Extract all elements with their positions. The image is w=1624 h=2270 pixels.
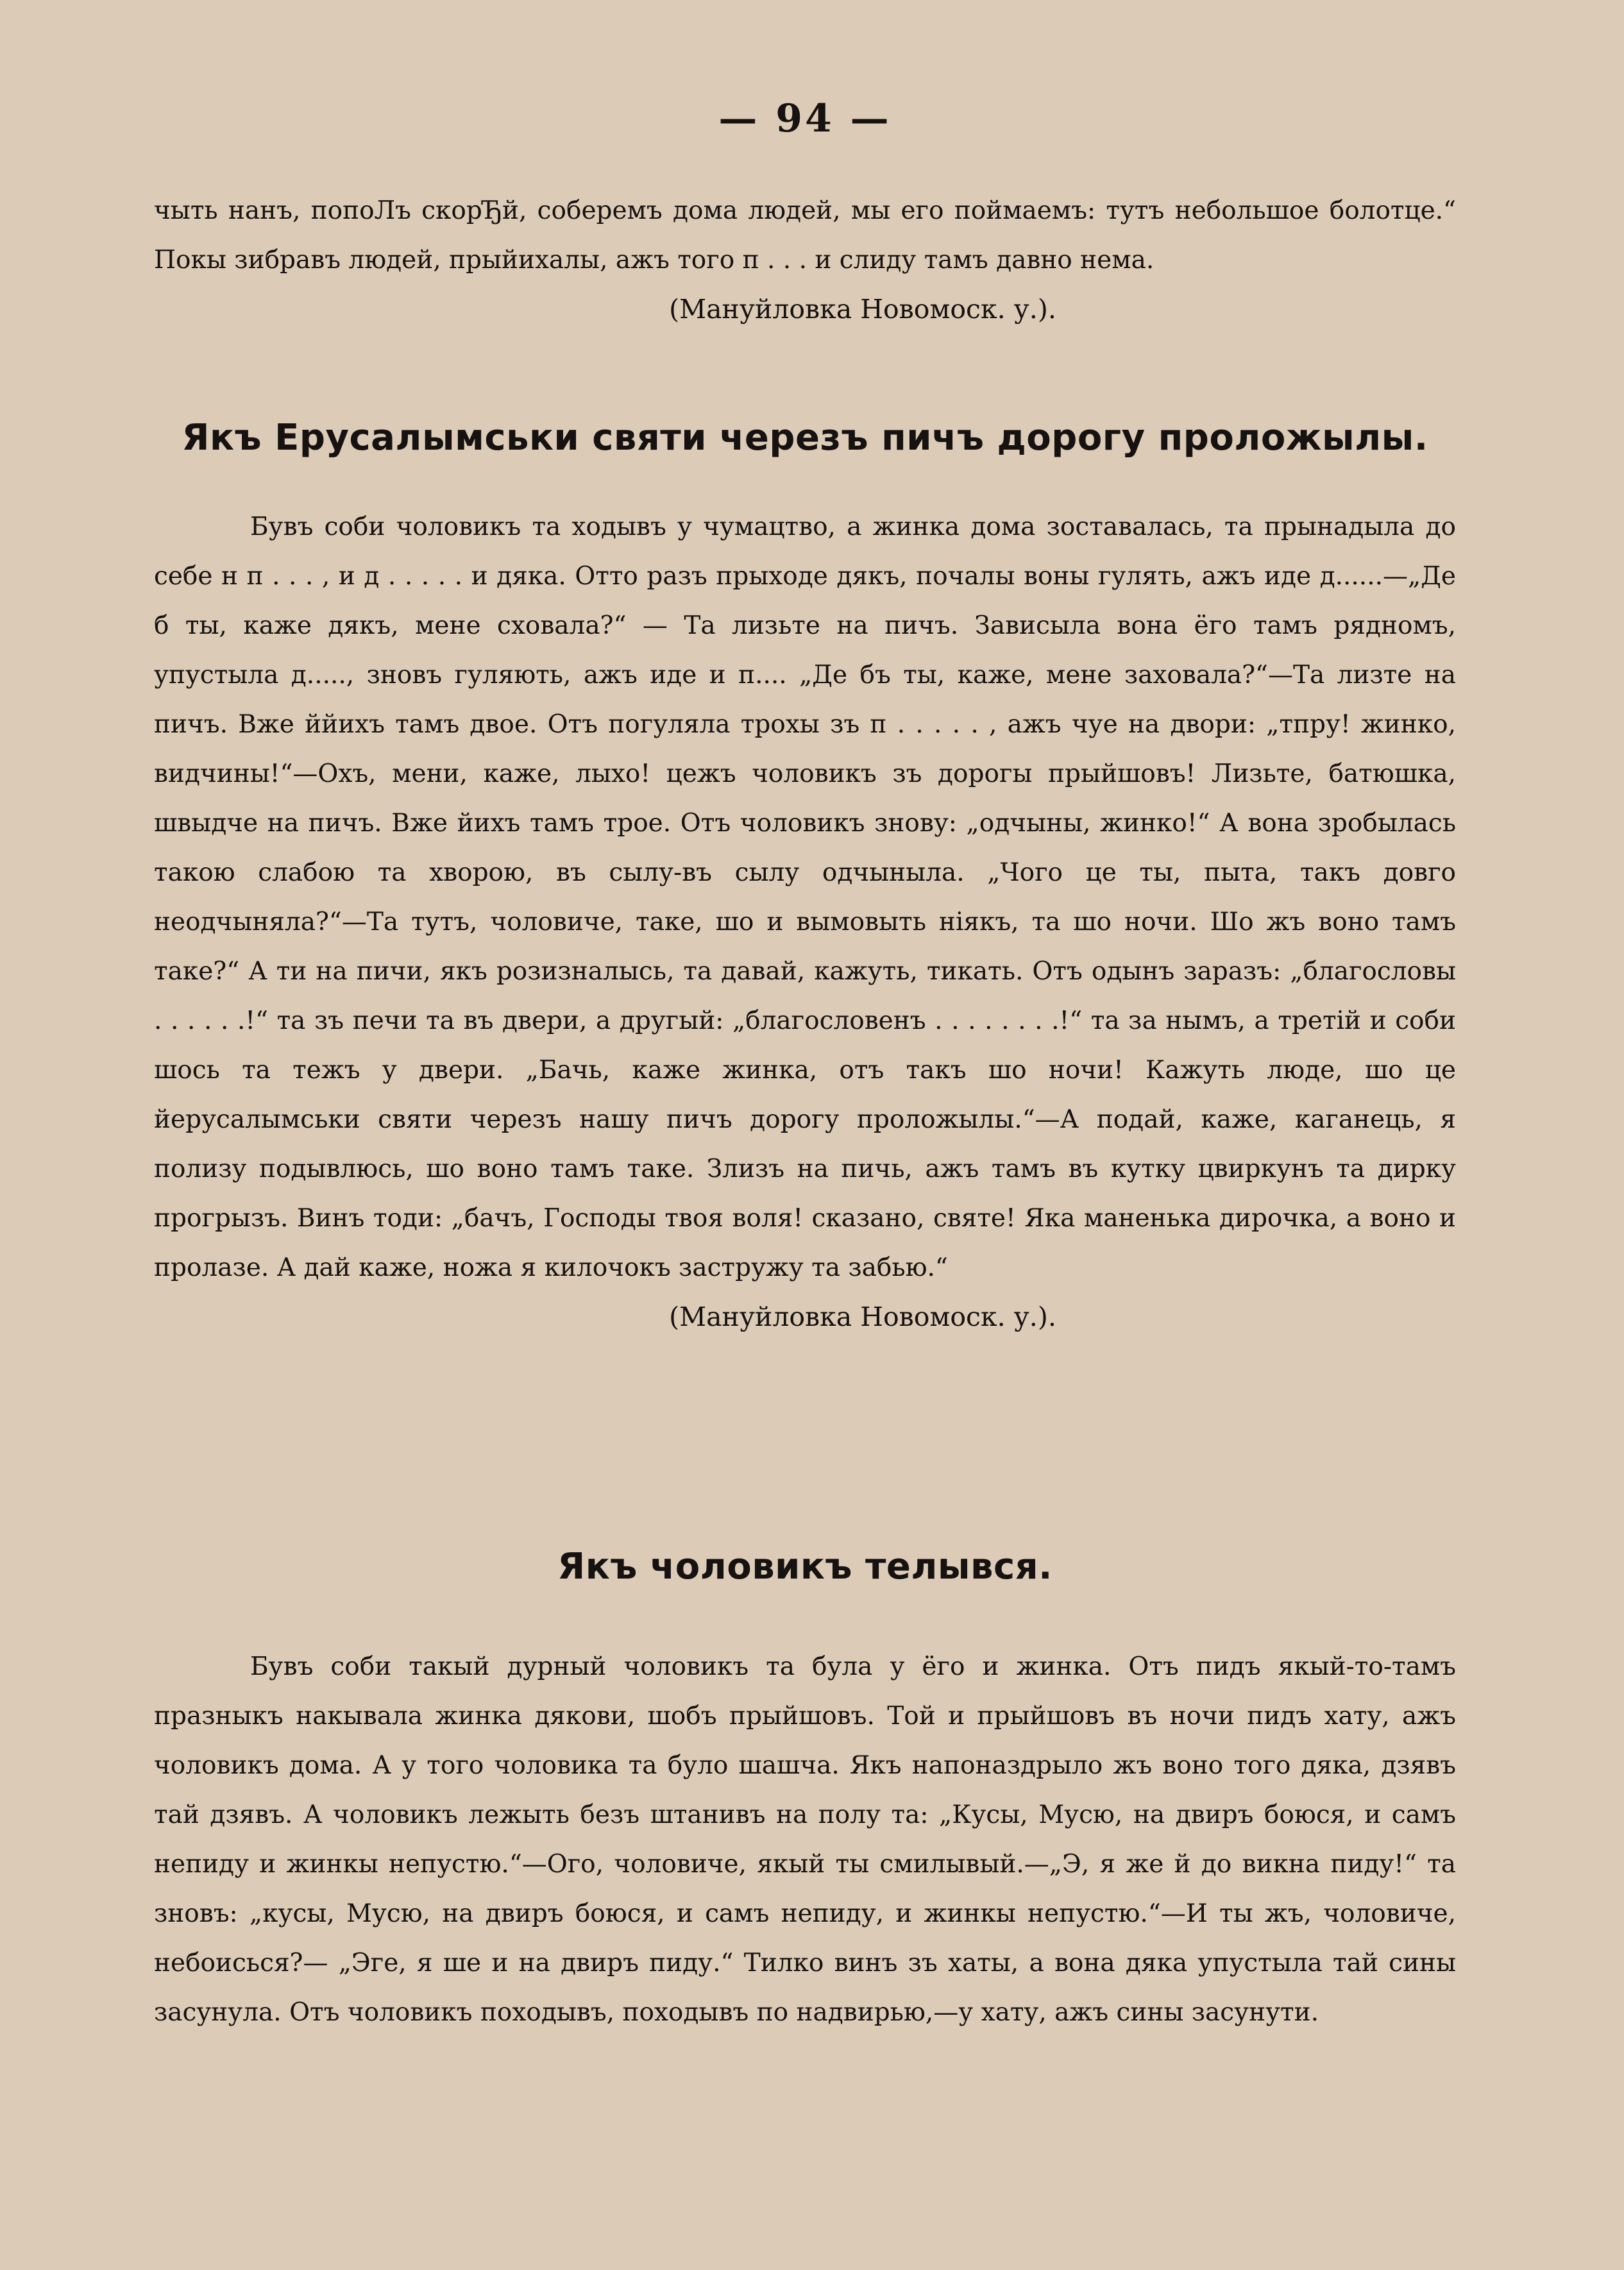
intro-source: (Мануйловка Новомоск. у.).: [669, 294, 1056, 325]
story2-title: Якъ чоловикъ телывся.: [557, 1546, 1053, 1588]
story1-body: [154, 502, 1456, 1342]
story2-section: [154, 1546, 1456, 1588]
story1-title: Якъ Ерусалымськи святи черезъ пичъ дорогу проложылы.: [182, 417, 1428, 459]
intro-section: [154, 186, 1456, 334]
story1-section: [154, 417, 1456, 459]
story1-source: (Мануйловка Новомоск. у.).: [669, 1301, 1056, 1332]
page-number: — 94 —: [718, 96, 892, 141]
document-page: [154, 77, 1456, 2194]
intro-paragraph: чыть нанъ, попоЛъ скорЂй, соберемъ дома людей, мы его поймаемъ: тутъ небольшое болотце.“ Покы зибравъ людей, прыйихалы, ажъ того п . . . и слиду тамъ давно нема.: [154, 196, 1456, 275]
story2-body: [154, 1642, 1456, 2037]
story1-paragraph: Бувъ соби чоловикъ та ходывъ у чумацтво, а жинка дома зоставалась, та прынадыла до себе н п . . . , и д . . . . . и дяка. Отто разъ прыходе дякъ, почалы воны гулять, ажъ иде д......—„Де б ты, каже дякъ, мене сховала?“ — Та лизьте на пичъ. Зависыла вона ёго тамъ рядномъ, упустыла д....., зновъ гуляють, ажъ иде и п.... „Де бъ ты, каже, мене заховала?“—Та лизте на пичъ. Вже ййихъ тамъ двое. Отъ погуляла трохы зъ п . . . . . , ажъ чуе на двори: „тпру! жинко, видчины!“—Охъ, мени, каже, лыхо! цежъ чоловикъ зъ дорогы прыйшовъ! Лизьте, батюшка, швыдче на пичъ. Вже йихъ тамъ трое. Отъ чоловикъ знову: „одчыны, жинко!“ А вона зробылась такою слабою та хворою, въ сылу-въ сылу одчыныла. „Чого це ты, пыта, такъ довго неодчыняла?“—Та тутъ, чоловиче, таке, шо и вымовыть нiякъ, та шо ночи. Шо жъ воно тамъ таке?“ А ти на пичи, якъ розизналысь, та давай, кажуть, тикать. Отъ одынъ заразъ: „благословы . . . . . .!“ та зъ печи та въ двери, а другый: „благословенъ . . . . . . . .!“ та за нымъ, а третiй и соби шось та тежъ у двери. „Бачь, каже жинка, отъ такъ шо ночи! Кажуть люде, шо це йерусалымськи святи черезъ нашу пичъ дорогу проложылы.“—А подай, каже, каганець, я полизу подывлюсь, шо воно тамъ таке. Злизъ на пичь, ажъ тамъ въ кутку цвиркунъ та дирку прогрызъ. Винъ тоди: „бачъ, Господы твоя воля! сказано, святе! Яка маненька дирочка, а воно и пролазе. А дай каже, ножа я килочокъ застружу та забью.“: [154, 512, 1456, 1282]
story2-paragraph: Бувъ соби такый дурный чоловикъ та була у ёго и жинка. Отъ пидъ якый-то-тамъ празныкъ накывала жинка дякови, шобъ прыйшовъ. Той и прыйшовъ въ ночи пидъ хату, ажъ чоловикъ дома. А у того чоловика та було шашча. Якъ напоназдрыло жъ воно того дяка, дзявъ тай дзявъ. А чоловикъ лежыть безъ штанивъ на полу та: „Кусы, Мусю, на двиръ боюся, и самъ непиду и жинкы непустю.“—Ого, чоловиче, якый ты смилывый.—„Э, я же й до викна пиду!“ та зновъ: „кусы, Мусю, на двиръ боюся, и самъ непиду, и жинкы непустю.“—И ты жъ, чоловиче, небоисься?— „Эге, я ше и на двиръ пиду.“ Тилко винъ зъ хаты, а вона дяка упустыла тай сины засунула. Отъ чоловикъ походывъ, походывъ по надвирью,—у хату, ажъ сины засунути.: [154, 1652, 1456, 2027]
